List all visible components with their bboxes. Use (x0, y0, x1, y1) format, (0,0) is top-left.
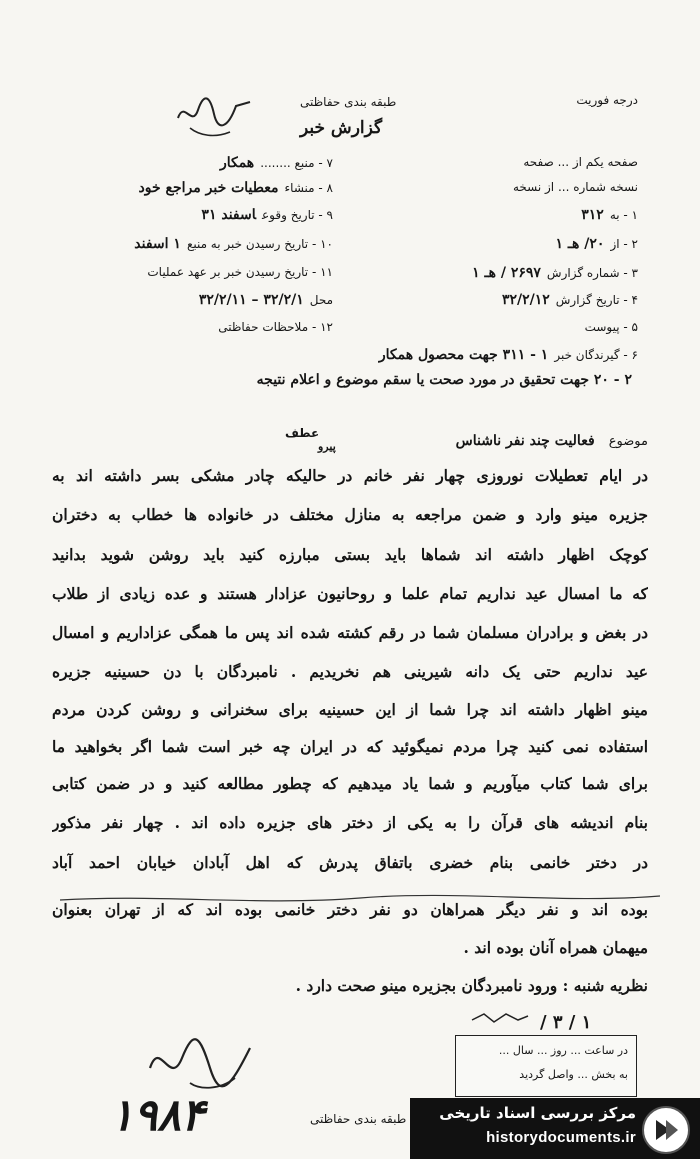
reference-label: عطف (285, 426, 320, 440)
security-label: طبقه بندی حفاظتی (300, 95, 397, 109)
body-line: میهمان همراه آنان بوده اند . (463, 938, 648, 957)
field-9-occurrence-date: ۹ - تاریخ وقوعاسفند ۳۱ (201, 207, 333, 223)
body-line: مینو اظهار داشته اند چرا شما از این حسینیه برای سخنرانی و روشن کردن مردم (52, 700, 648, 719)
field-12-security-notes: ۱۲ - ملاحظات حفاظتی (218, 320, 333, 334)
field-6-recipients-line2: ۲ - ۲۰ جهت تحقیق در مورد صحت یا سقم موضوع و اعلام نتیجه (256, 372, 632, 388)
subject-label: موضوع (608, 434, 648, 449)
field-1-to: ۱ - به۳۱۲ (581, 207, 638, 223)
handwritten-date: / ۳ / ۱ (540, 1012, 592, 1033)
receipt-stamp (455, 1035, 637, 1097)
field-8-origin: ۸ - منشاءمعطیات خبر مراجع خود (138, 180, 333, 196)
handwritten-number: ۱۹۸۴ (110, 1090, 205, 1141)
subject-value: فعالیت چند نفر ناشناس (455, 433, 595, 449)
subject-row (456, 433, 648, 449)
body-line: در دختر خانمی بنام خضری باتفاق پدرش که اهل آبادان خیابان احمد آباد (52, 853, 648, 872)
body-line: در بغض و برادران مسلمان شما در رقم کشته شده اند پس ما همگی عزاداریم و امسال (52, 623, 648, 642)
stamp-row-section: به بخش ... واصل گردید (519, 1068, 628, 1081)
field-11-ops-date: ۱۱ - تاریخ رسیدن خبر بر عهد عملیات (147, 265, 333, 279)
body-line: بنام اندیشه های قرآن را به یکی از دختر های جزیره داده اند . چهار نفر مذکور (52, 813, 648, 832)
body-line: بوده اند و نفر دیگر همراهان دو نفر دختر خانمی بوده اند که از تهران بعنوان (52, 900, 648, 919)
stamp-row-time: در ساعت ... روز ... سال ... (498, 1044, 628, 1057)
field-3-report-number: ۳ - شماره گزارش۲۶۹۷ / هـ ۱ (472, 265, 638, 281)
handwritten-mark (470, 1008, 530, 1028)
reference-handwritten: پیرو (318, 440, 336, 453)
body-line: جزیره مینو وارد و ضمن مراجعه به منازل مختلف در خانواده ها خطاب به دختران (52, 505, 648, 524)
body-line: برای شما کتاب میآوریم و شما یاد میدهیم که چطور مطالعه کنید و در ضمن کتابی (52, 774, 648, 793)
watermark-persian: مرکز بررسی اسناد تاریخی (439, 1104, 636, 1122)
body-line: در ایام تعطیلات نوروزی چهار نفر خانم در حالیکه چادر مشکی بسر داشته اند به (52, 466, 648, 485)
field-4-report-date: ۴ - تاریخ گزارش۳۲/۲/۱۲ (501, 292, 638, 308)
field-10-received-date: ۱۰ - تاریخ رسیدن خبر به منبع۱ اسفند (134, 236, 333, 252)
field-6-recipients: ۶ - گیرندگان خبر۱ - ۳۱۱ جهت محصول همکار (378, 347, 638, 363)
watermark-english: historydocuments.ir (486, 1129, 636, 1146)
body-line: کوچک اظهار داشته اند شماها باید بستی مبارزه کنید باید روشن شوید بدانید (52, 545, 648, 564)
body-line: استفاده نمی کنید چرا مردم نمیگوئید که در ایران چه خبر است شما اگر بخواهید ما (52, 737, 648, 756)
field-5-attachment: ۵ - پیوست (584, 320, 638, 334)
body-line: که ما امسال عید نداریم تمام علما و روحانیون عزادار هستند و عده زیادی از طلاب (52, 584, 648, 603)
report-title: گزارش خبر (300, 118, 383, 138)
field-page: صفحه یکم از ... صفحه (523, 155, 638, 169)
field-location: محل۳۲/۲/۱ – ۳۲/۲/۱۱ (198, 292, 333, 308)
field-2-from: ۲ - از۲۰/ هـ ۱ (555, 236, 638, 252)
handwritten-signature-top (170, 88, 260, 143)
handwritten-underline (60, 892, 660, 908)
field-copy-number: نسخه شماره ... از نسخه (512, 180, 638, 194)
body-line: نظریه شنبه : ورود نامبردگان بجزیره مینو صحت دارد . (295, 976, 648, 995)
classification-label: درجه فوریت (576, 93, 638, 107)
watermark-band (410, 1098, 700, 1159)
body-line: عید نداریم حتی یک دانه شیرینی هم نخریدیم . نامبردگان با دن حسینیه جزیره (52, 662, 648, 681)
handwritten-initials (140, 1028, 260, 1098)
archive-logo-icon (642, 1106, 690, 1154)
field-7-source: ۷ - منبع ........همکار (219, 155, 333, 171)
footer-security-label: طبقه بندی حفاظتی (310, 1112, 407, 1126)
